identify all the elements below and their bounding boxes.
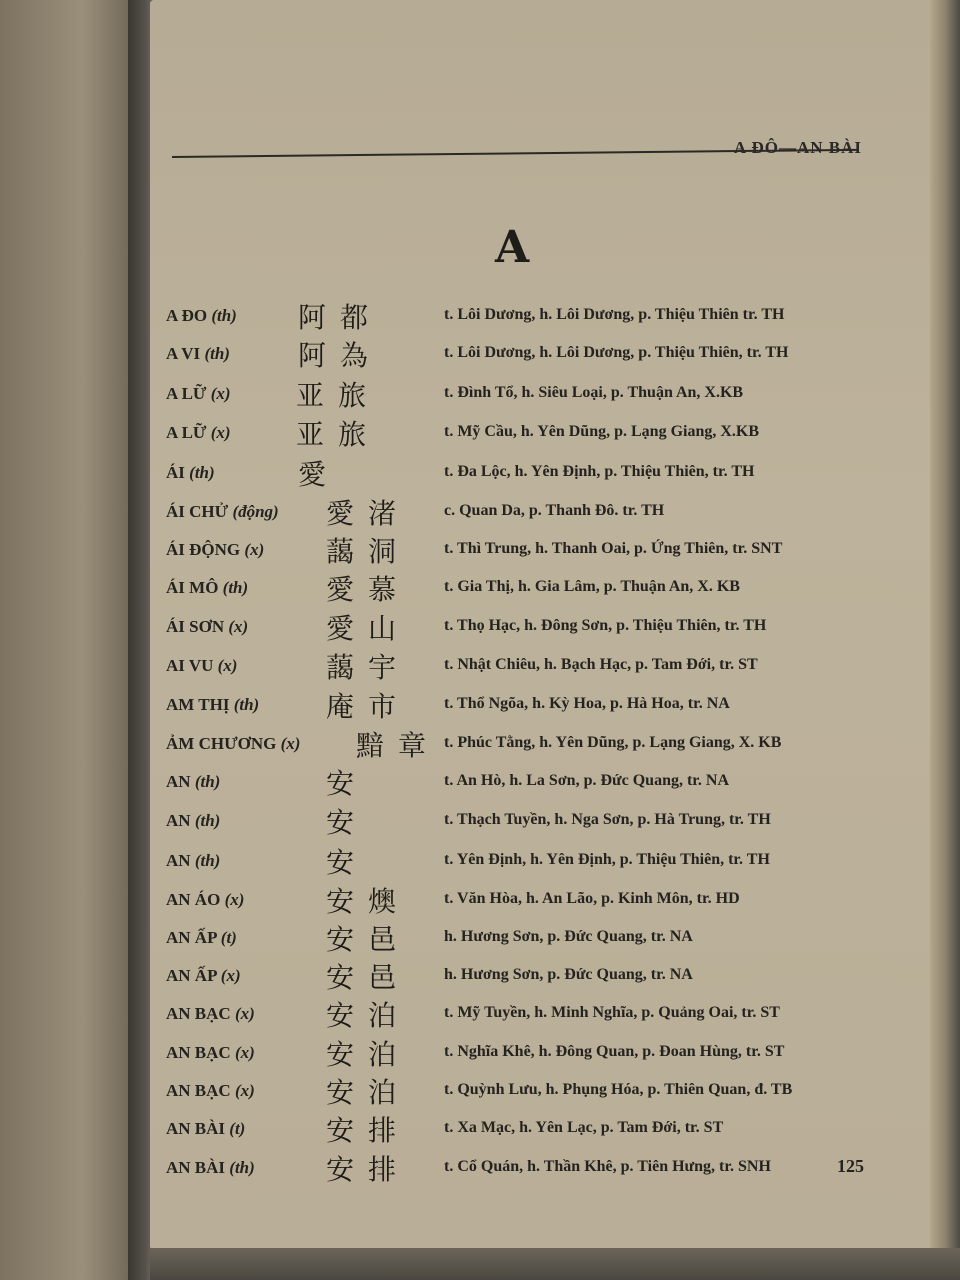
entry-headword xyxy=(166,617,248,637)
entry-row xyxy=(166,1075,886,1113)
entry-name: AN BÀI xyxy=(166,1119,226,1138)
entry-type: (x) xyxy=(224,890,245,909)
entry-name: A LỮ xyxy=(166,384,207,403)
entry-headword xyxy=(166,890,244,910)
entry-han-characters: 黯章 xyxy=(356,729,441,762)
entry-han-characters: 愛山 xyxy=(326,612,411,645)
entry-han-characters: 安 xyxy=(326,806,369,839)
page-number: 125 xyxy=(837,1156,864,1176)
entry-han-characters: 安泊 xyxy=(326,1038,411,1071)
entry-row xyxy=(166,1113,886,1151)
entry-headword xyxy=(166,1043,255,1063)
entry-location: t. Mỹ Tuyền, h. Minh Nghĩa, p. Quảng Oai, tr. ST xyxy=(444,1004,780,1021)
entry-han-characters: 亚旅 xyxy=(296,418,381,451)
entry-row xyxy=(166,805,886,843)
entry-name: AN ẤP xyxy=(166,966,217,985)
entry-row xyxy=(166,496,886,534)
entry-name: A LỮ xyxy=(166,423,207,442)
entry-location: t. Nghĩa Khê, h. Đông Quan, p. Đoan Hùng, tr. ST xyxy=(444,1043,785,1060)
entry-location: t. Xa Mạc, h. Yên Lạc, p. Tam Đới, tr. ST xyxy=(444,1119,724,1136)
entry-han-characters: 藹洞 xyxy=(326,535,411,568)
section-letter: A xyxy=(495,222,530,273)
entry-han-characters: 藹宇 xyxy=(326,651,411,684)
entry-type: (th) xyxy=(229,1158,255,1177)
entry-name: AN BẠC xyxy=(166,1043,231,1062)
entry-location: t. Đa Lộc, h. Yên Định, p. Thiệu Thiên, tr. TH xyxy=(444,463,755,480)
entry-location: t. Thổ Ngõa, h. Kỳ Hoa, p. Hà Hoa, tr. NA xyxy=(444,695,730,712)
entry-location: t. Yên Định, h. Yên Định, p. Thiệu Thiên, tr. TH xyxy=(444,851,770,868)
entry-type: (x) xyxy=(234,1004,255,1023)
entry-han-characters: 阿為 xyxy=(298,339,383,372)
entry-name: AN BẠC xyxy=(166,1004,231,1023)
entry-row xyxy=(166,378,886,416)
entry-headword xyxy=(166,928,237,948)
entry-type: (x) xyxy=(234,1043,255,1062)
entry-name: AN BẠC xyxy=(166,1081,231,1100)
entry-name: A ĐO xyxy=(166,306,208,325)
entry-type: (th) xyxy=(204,344,230,363)
entry-name: A VI xyxy=(166,344,201,363)
entry-row xyxy=(166,1037,886,1075)
entry-name: AN xyxy=(166,811,191,830)
entry-headword xyxy=(166,851,220,871)
entry-type: (x) xyxy=(234,1081,255,1100)
entry-headword xyxy=(166,734,300,754)
entry-row xyxy=(166,611,886,649)
entry-han-characters: 亚旅 xyxy=(296,379,381,412)
entry-row xyxy=(166,457,886,495)
entry-location: t. Thạch Tuyền, h. Nga Sơn, p. Hà Trung, tr. TH xyxy=(444,811,771,828)
entry-headword xyxy=(166,811,220,831)
entry-han-characters: 安 xyxy=(326,846,369,879)
entry-location: t. Văn Hòa, h. An Lão, p. Kinh Môn, tr. HD xyxy=(444,890,740,907)
entry-name: ẢM CHƯƠNG xyxy=(166,734,277,753)
entry-row xyxy=(166,922,886,960)
entry-type: (t) xyxy=(229,1119,246,1138)
entry-han-characters: 安排 xyxy=(326,1153,411,1186)
entry-row xyxy=(166,766,886,804)
entry-headword xyxy=(166,1158,255,1178)
entry-location: t. Phúc Tằng, h. Yên Dũng, p. Lạng Giang, X. KB xyxy=(444,734,782,751)
entry-han-characters: 安燠 xyxy=(326,885,411,918)
entry-name: ÁI MÔ xyxy=(166,578,219,597)
entry-han-characters: 阿都 xyxy=(298,301,383,334)
entry-row xyxy=(166,884,886,922)
entry-han-characters: 庵市 xyxy=(326,690,411,723)
entry-name: AN xyxy=(166,851,191,870)
entry-type: (x) xyxy=(244,540,265,559)
entry-headword xyxy=(166,502,279,522)
entry-row xyxy=(166,338,886,376)
entry-type: (th) xyxy=(194,772,221,791)
entry-row xyxy=(166,534,886,572)
entry-type: (th) xyxy=(233,695,260,714)
entry-headword xyxy=(166,540,264,560)
entry-type: (th) xyxy=(222,578,249,597)
entry-location: c. Quan Da, p. Thanh Đô. tr. TH xyxy=(444,502,665,519)
entry-han-characters: 安泊 xyxy=(326,999,411,1032)
entry-location: t. Lôi Dương, h. Lôi Dương, p. Thiệu Thiên tr. TH xyxy=(444,306,785,323)
entry-han-characters: 愛渚 xyxy=(326,497,411,530)
entry-headword xyxy=(166,772,220,792)
entry-headword xyxy=(166,656,237,676)
entry-location: t. Quỳnh Lưu, h. Phụng Hóa, p. Thiên Quan, đ. TB xyxy=(444,1081,793,1098)
entry-headword xyxy=(166,966,241,986)
entry-location: t. Mỹ Cầu, h. Yên Dũng, p. Lạng Giang, X.KB xyxy=(444,423,760,440)
entry-type: (th) xyxy=(189,463,215,482)
entry-name: AN ẤP xyxy=(166,928,217,947)
entry-type: (x) xyxy=(210,423,231,442)
entry-han-characters: 愛 xyxy=(298,458,341,491)
entry-headword xyxy=(166,1119,245,1139)
entry-han-characters: 安邑 xyxy=(326,961,411,994)
entry-location: t. Thì Trung, h. Thanh Oai, p. Ứng Thiên, tr. SNT xyxy=(444,540,783,557)
entry-name: ÁI CHỬ xyxy=(166,502,229,521)
entry-headword xyxy=(166,578,248,598)
entry-row xyxy=(166,845,886,883)
entry-headword xyxy=(166,384,231,404)
entry-han-characters: 安 xyxy=(326,767,369,800)
entry-type: (th) xyxy=(211,306,237,325)
entry-type: (động) xyxy=(232,502,279,521)
entry-row xyxy=(166,417,886,455)
entry-type: (th) xyxy=(194,811,221,830)
entry-row xyxy=(166,1152,886,1190)
entry-type: (t) xyxy=(220,928,237,947)
entry-name: AN xyxy=(166,772,191,791)
entry-name: ÁI xyxy=(166,463,185,482)
running-head: A ĐÔ—AN BÀI xyxy=(733,138,862,157)
entry-type: (x) xyxy=(280,734,301,753)
entry-row xyxy=(166,960,886,998)
entry-han-characters: 愛慕 xyxy=(326,573,411,606)
entry-headword xyxy=(166,463,215,483)
entry-headword xyxy=(166,695,259,715)
entry-type: (th) xyxy=(194,851,221,870)
entry-location: h. Hương Sơn, p. Đức Quang, tr. NA xyxy=(444,966,693,983)
entry-type: (x) xyxy=(228,617,249,636)
entry-location: t. Gia Thị, h. Gia Lâm, p. Thuận An, X. KB xyxy=(444,578,740,595)
entry-headword xyxy=(166,306,237,326)
entry-han-characters: 安泊 xyxy=(326,1076,411,1109)
page-edge xyxy=(930,0,960,1270)
entry-type: (x) xyxy=(217,656,238,675)
entry-headword xyxy=(166,423,231,443)
entry-location: t. Nhật Chiêu, h. Bạch Hạc, p. Tam Đới, tr. ST xyxy=(444,656,758,673)
entry-location: t. Đình Tổ, h. Siêu Loại, p. Thuận An, X.KB xyxy=(444,384,744,401)
entry-han-characters: 安排 xyxy=(326,1114,411,1147)
entry-name: ÁI ĐỘNG xyxy=(166,540,241,559)
entry-name: ÁI SƠN xyxy=(166,617,225,636)
entry-row xyxy=(166,998,886,1036)
entry-row xyxy=(166,728,886,766)
bottom-shadow xyxy=(150,1248,960,1280)
entry-location: t. Thọ Hạc, h. Đông Sơn, p. Thiệu Thiên, tr. TH xyxy=(444,617,767,634)
entry-location: t. Lôi Dương, h. Lôi Dương, p. Thiệu Thiên, tr. TH xyxy=(444,344,789,361)
entry-type: (x) xyxy=(210,384,231,403)
entry-name: AN ÁO xyxy=(166,890,221,909)
entry-row xyxy=(166,572,886,610)
entry-name: AI VU xyxy=(166,656,214,675)
entry-headword xyxy=(166,1081,255,1101)
entry-location: t. Cổ Quán, h. Thần Khê, p. Tiên Hưng, tr. SNH xyxy=(444,1158,771,1175)
entry-row xyxy=(166,650,886,688)
entry-location: h. Hương Sơn, p. Đức Quang, tr. NA xyxy=(444,928,693,945)
entry-row xyxy=(166,689,886,727)
entry-row xyxy=(166,300,886,338)
entry-type: (x) xyxy=(220,966,241,985)
entry-location: t. An Hò, h. La Sơn, p. Đức Quang, tr. NA xyxy=(444,772,730,789)
entry-name: AN BÀI xyxy=(166,1158,226,1177)
entry-han-characters: 安邑 xyxy=(326,923,411,956)
entry-name: AM THỊ xyxy=(166,695,230,714)
entry-headword xyxy=(166,1004,255,1024)
entry-headword xyxy=(166,344,230,364)
